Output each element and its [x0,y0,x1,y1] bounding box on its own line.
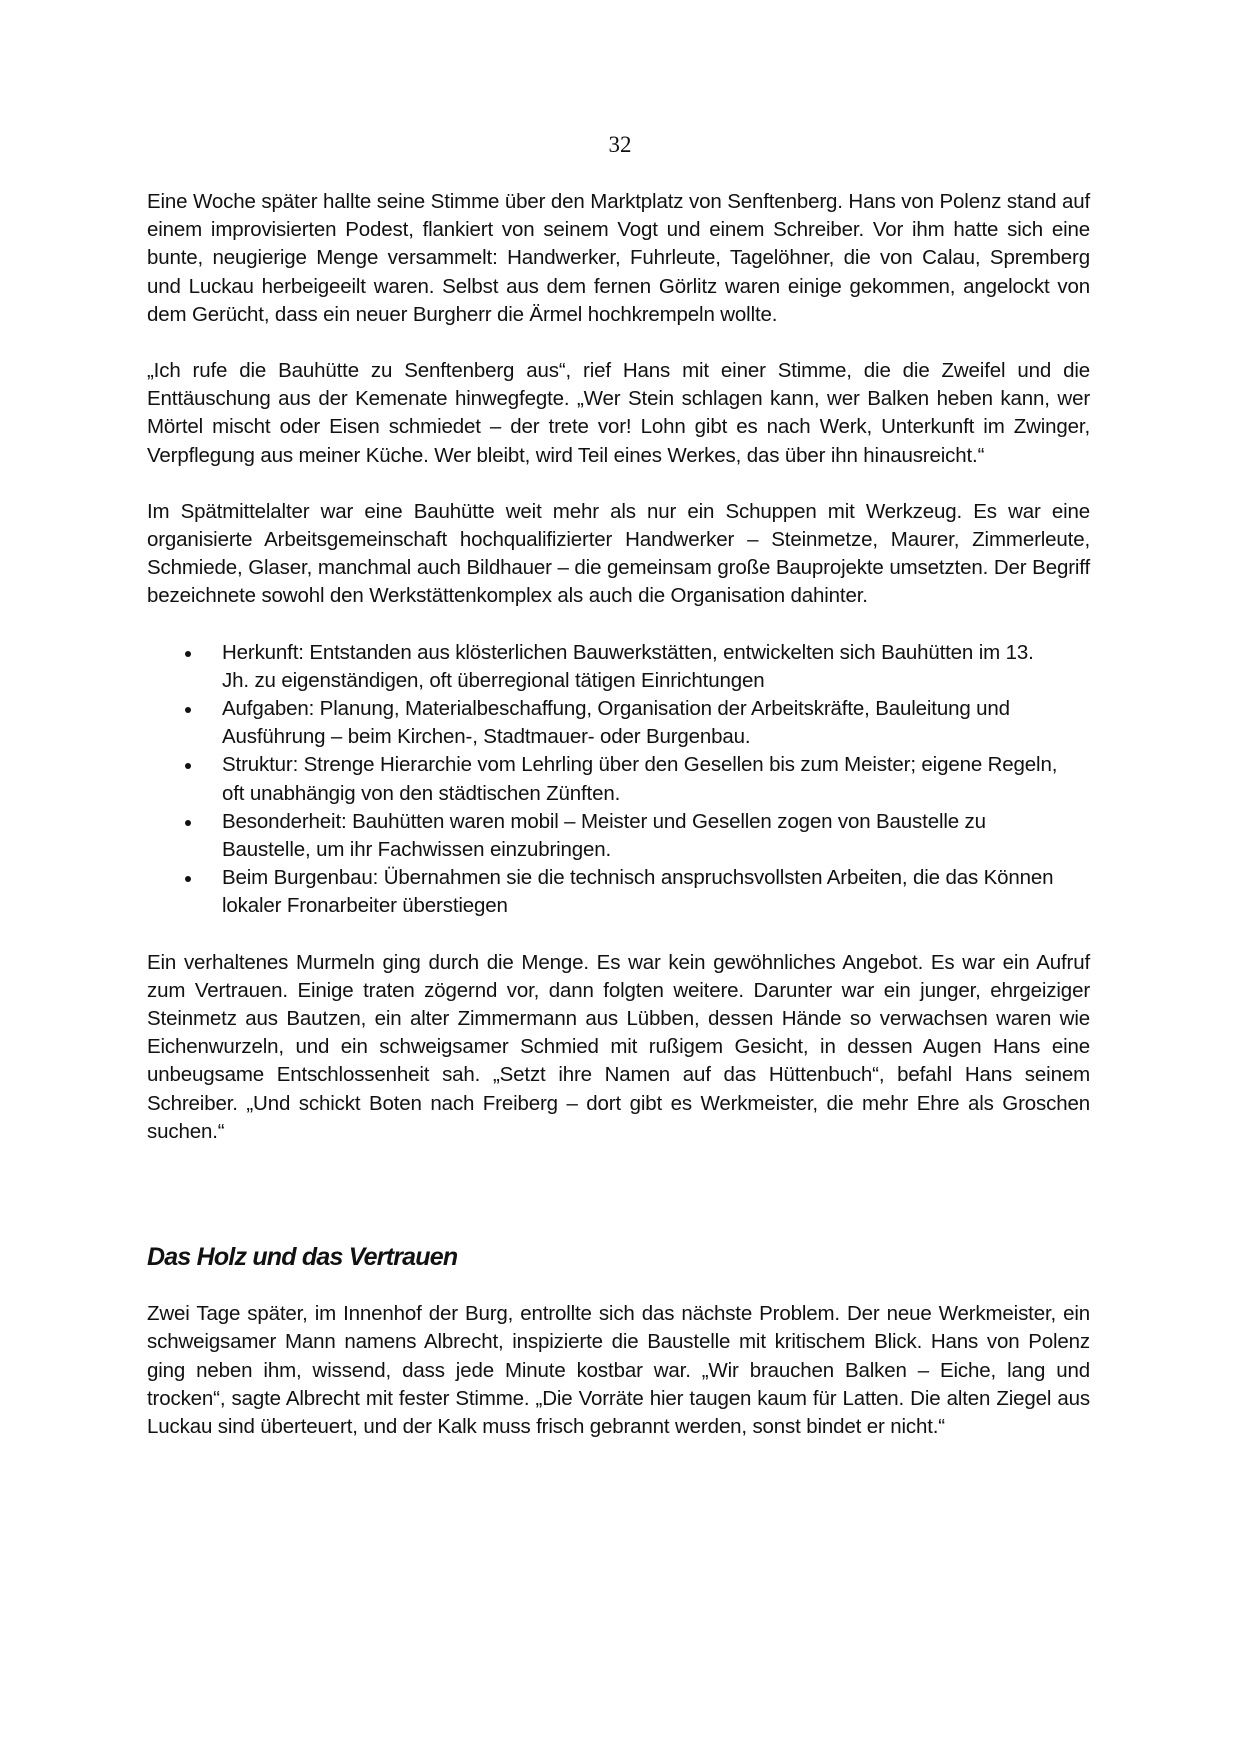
list-item-text: Herkunft: Entstanden aus klösterlichen Bauwerkstätten, entwickelten sich Bauhütten im 13. Jh. zu eigenständigen, oft überregional tätigen Einrichtungen [222,640,1034,692]
paragraph-spacer [147,329,1090,357]
list-item [222,639,1062,695]
list-item-text: Besonderheit: Bauhütten waren mobil – Meister und Gesellen zogen von Baustelle zu Baustelle, um ihr Fachwissen einzubringen. [222,809,986,862]
list-item [222,695,1062,751]
paragraph-inner-courtyard: Zwei Tage später, im Innenhof der Burg, entrollte sich das nächste Problem. Der neue Werkmeister, ein schweigsamer Mann namens Albrecht, inspizierte die Baustelle mit kritischem Blick. Hans von Polenz ging neben ihm, wissend, dass jede Minute kostbar war. „Wir brauchen Balken – Eiche, lang und trocken“, sagte Albrecht mit fester Stimme. „Die Vorräte hier taugen kaum für Latten. Die alten Ziegel aus Luckau sind überteuert, und der Kalk muss frisch gebrannt werden, sonst bindet er nicht.“ [147,1302,1090,1438]
page-number: 32 [608,132,632,157]
bullet-icon [185,876,191,882]
bullet-icon [185,763,191,769]
list-item [222,808,1062,864]
list-item-text: Aufgaben: Planung, Materialbeschaffung, Organisation der Arbeitskräfte, Bauleitung und Ausführung – beim Kirchen-, Stadtmauer- oder Burgenbau. [222,697,1010,749]
bullet-icon [185,820,191,826]
bullet-icon [185,707,191,713]
list-item-text: Beim Burgenbau: Übernahmen sie die technisch anspruchsvollsten Arbeiten, die das Können lokaler Fronarbeiter überstiegen [222,866,1054,918]
paragraph-bauhuette-call: „Ich rufe die Bauhütte zu Senftenberg aus“, rief Hans mit einer Stimme, die die Zweifel und die Enttäuschung aus der Kemenate hinwegfegte. „Wer Stein schlagen kann, wer Balken heben kann, wer Mörtel mischt oder Eisen schmiedet – der trete vor! Lohn gibt es nach Werk, Unterkunft im Zwinger, Verpflegung aus meiner Küche. Wer bleibt, wird Teil eines Werkes, das über ihn hinausreicht.“ [147,359,1090,467]
heading-spacer [147,1274,1090,1300]
list-item-text: Struktur: Strenge Hierarchie vom Lehrling über den Gesellen bis zum Meister; eigene Regeln, oft unabhängig von den städtischen Zünften. [222,753,1058,805]
paragraph-marketplace: Eine Woche später hallte seine Stimme über den Marktplatz von Senftenberg. Hans von Polenz stand auf einem improvisierten Podest, flankiert von seinem Vogt und einem Schreiber. Vor ihm hatte sich eine bunte, neugierige Menge versammelt: Handwerker, Fuhrleute, Tagelöhner, die von Calau, Spremberg und Luckau herbeigeeilt waren. Selbst aus dem fernen Görlitz waren einige gekommen, angelockt von dem Gerücht, dass ein neuer Burgherr die Ärmel hochkrempeln wollte. [147,190,1090,326]
paragraph-spacer [147,921,1090,949]
list-item [222,864,1062,920]
section-heading: Das Holz und das Vertrauen [147,1243,458,1272]
document-body [147,188,1090,1441]
section-spacer [147,1146,1090,1240]
paragraph-crowd-response: Ein verhaltenes Murmeln ging durch die Menge. Es war kein gewöhnliches Angebot. Es war ein Aufruf zum Vertrauen. Einige traten zögernd vor, dann folgten weitere. Darunter war ein junger, ehrgeiziger Steinmetz aus Bautzen, ein alter Zimmermann aus Lübben, dessen Hände so verwachsen waren wie Eichenwurzeln, und ein schweigsamer Schmied mit rußigem Gesicht, in dessen Augen Hans eine unbeugsame Entschlossenheit sah. „Setzt ihre Namen auf das Hüttenbuch“, befahl Hans seinem Schreiber. „Und schickt Boten nach Freiberg – dort gibt es Werkmeister, die mehr Ehre als Groschen suchen.“ [147,950,1090,1143]
paragraph-spacer [147,611,1090,639]
list-item [222,751,1062,807]
bullet-icon [185,651,191,657]
paragraph-bauhuette-definition: Im Spätmittelalter war eine Bauhütte weit mehr als nur ein Schuppen mit Werkzeug. Es war eine organisierte Arbeitsgemeinschaft hochqualifizierter Handwerker – Steinmetze, Maurer, Zimmerleute, Schmiede, Glaser, manchmal auch Bildhauer – die gemeinsam große Bauprojekte umsetzten. Der Begriff bezeichnete sowohl den Werkstättenkomplex als auch die Organisation dahinter. [147,499,1090,608]
bauhuette-facts-list [147,639,1062,921]
paragraph-spacer [147,470,1090,498]
